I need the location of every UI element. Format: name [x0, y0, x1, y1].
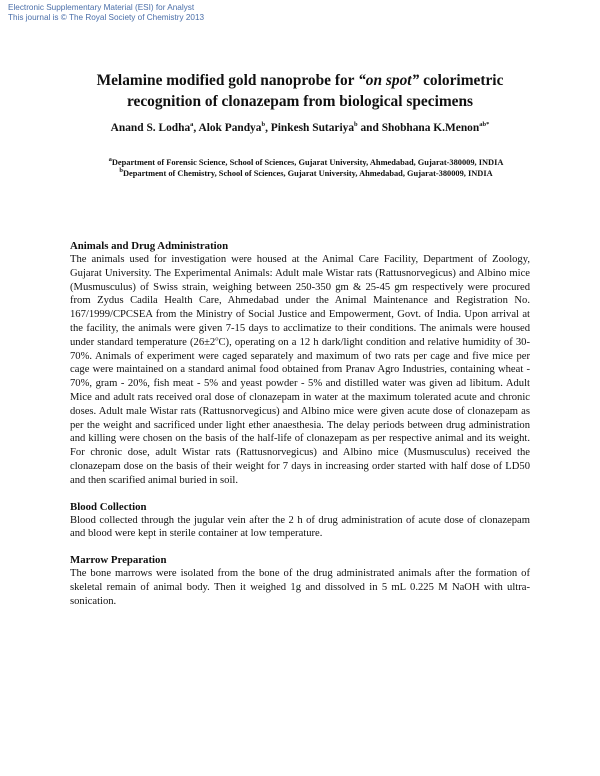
author-2: Alok Pandya [198, 122, 262, 134]
section-paragraph: Blood collected through the jugular vein after the 2 h of drug administration of acute dose of clonazepam and blood were kept in sterile container at low temperature. [70, 514, 530, 540]
section-animals [70, 240, 530, 488]
affiliation-b-text: Department of Chemistry, School of Sciences, Gujarat University, Ahmedabad, Gujarat-380009, INDIA [122, 169, 493, 178]
section-heading: Animals and Drug Administration [70, 240, 229, 252]
author-separator: , [193, 122, 199, 134]
title-part-1: Melamine modified gold nanoprobe for [96, 72, 359, 89]
title-line-2: recognition of clonazepam from biological specimens [126, 93, 474, 110]
section-blood [70, 501, 530, 542]
degree-mark: o [215, 335, 219, 343]
author-3: Pinkesh Sutariya [270, 122, 355, 134]
author-4: Shobhana K.Menon [381, 122, 480, 134]
author-separator: , [265, 122, 271, 134]
esi-header-line-2: This journal is © The Royal Society of Chemistry 2013 [8, 13, 205, 22]
author-1: Anand S. Lodha [110, 122, 191, 134]
paragraph-text-2: C), operating on a 12 h dark/light condition and relative humidity of 30-70%. Animals of experiment were caged separately and maximum of two rats per cage and five mice per cage were maintained on a standard animal food obtained from Pranav Agro Industries, containing wheat - 70%, gram - 20%, fish meat - 5% and yeast powder - 5% and distilled water was given ad libitum. Adult Mice and adult rats received oral dose of clonazepam in water at the maximum tolerated acute and chronic doses. Adult male Wistar rats (Rattusnorvegicus) and Albino mice were given acute dose of clonazepam as per the weight and sacrificed under light ether anaesthesia. The delay periods between drug administration and killing were chosen on the basis of the half-life of clonazepam as per respective animal and its weight. For chronic dose, adult Wistar rats (Rattusnorvegicus) and Albino mice (Musmusculus) received the clonazepam dose on the basis of their weight for 7 days in increasing order started with half dose of LD50 and then scarified animal buried in soil. [70, 336, 530, 486]
affiliation-b-mark: b [119, 167, 123, 175]
author-4-affil: ab* [479, 121, 490, 129]
affiliation-a-mark: a [108, 156, 112, 164]
paragraph-text-1: The animals used for investigation were housed at the Animal Care Facility, Department of Zoology, Gujarat University. The Experimental Animals: Adult male Wistar rats (Rattusnorvegicus) and Albino mice (Musmusculus) of Swiss strain, weighing between 250-350 gm & 25-45 gm respectively were procured from Zydus Cadila Health Care, Ahmedabad under the Animal Maintenance and Registration No. 167/1999/CPCSEA from the Ministry of Social Justice and Empowerment, Govt. of India. Upon arrival at the facility, the animals were given 7-15 days to acclimatize to their conditions. The animals were housed under standard temperature (26±2 [70, 254, 530, 348]
section-heading: Blood Collection [70, 500, 147, 513]
section-paragraph: The bone marrows were isolated from the bone of the drug administrated animals after the formation of skeletal remain of animal body. Then it weighed 1g and dissolved in 5 mL 0.225 M NaOH with ultra-sonication. [70, 568, 530, 607]
paper-title [40, 70, 560, 112]
title-part-2: colorimetric [419, 72, 504, 89]
author-separator: and [357, 122, 382, 134]
title-line-1 [40, 70, 560, 91]
title-italic: “on spot” [358, 72, 420, 89]
affiliations [76, 157, 536, 179]
author-2-affil: b [261, 121, 266, 129]
affiliation-b [76, 168, 536, 179]
affiliation-a-text: Department of Forensic Science, School of Sciences, Gujarat University, Ahmedabad, Gujarat-380009, INDIA [111, 158, 504, 167]
author-3-affil: b [354, 121, 358, 129]
author-1-affil: a [190, 121, 194, 129]
esi-header [8, 3, 204, 23]
section-paragraph [70, 253, 530, 488]
esi-header-line-1: Electronic Supplementary Material (ESI) for Analyst [8, 3, 195, 12]
paper-body [70, 240, 530, 609]
affiliation-a [76, 157, 536, 168]
section-gap [70, 541, 530, 554]
section-gap [70, 488, 530, 501]
section-heading: Marrow Preparation [70, 554, 167, 567]
author-list [40, 121, 560, 135]
section-marrow [70, 554, 530, 608]
